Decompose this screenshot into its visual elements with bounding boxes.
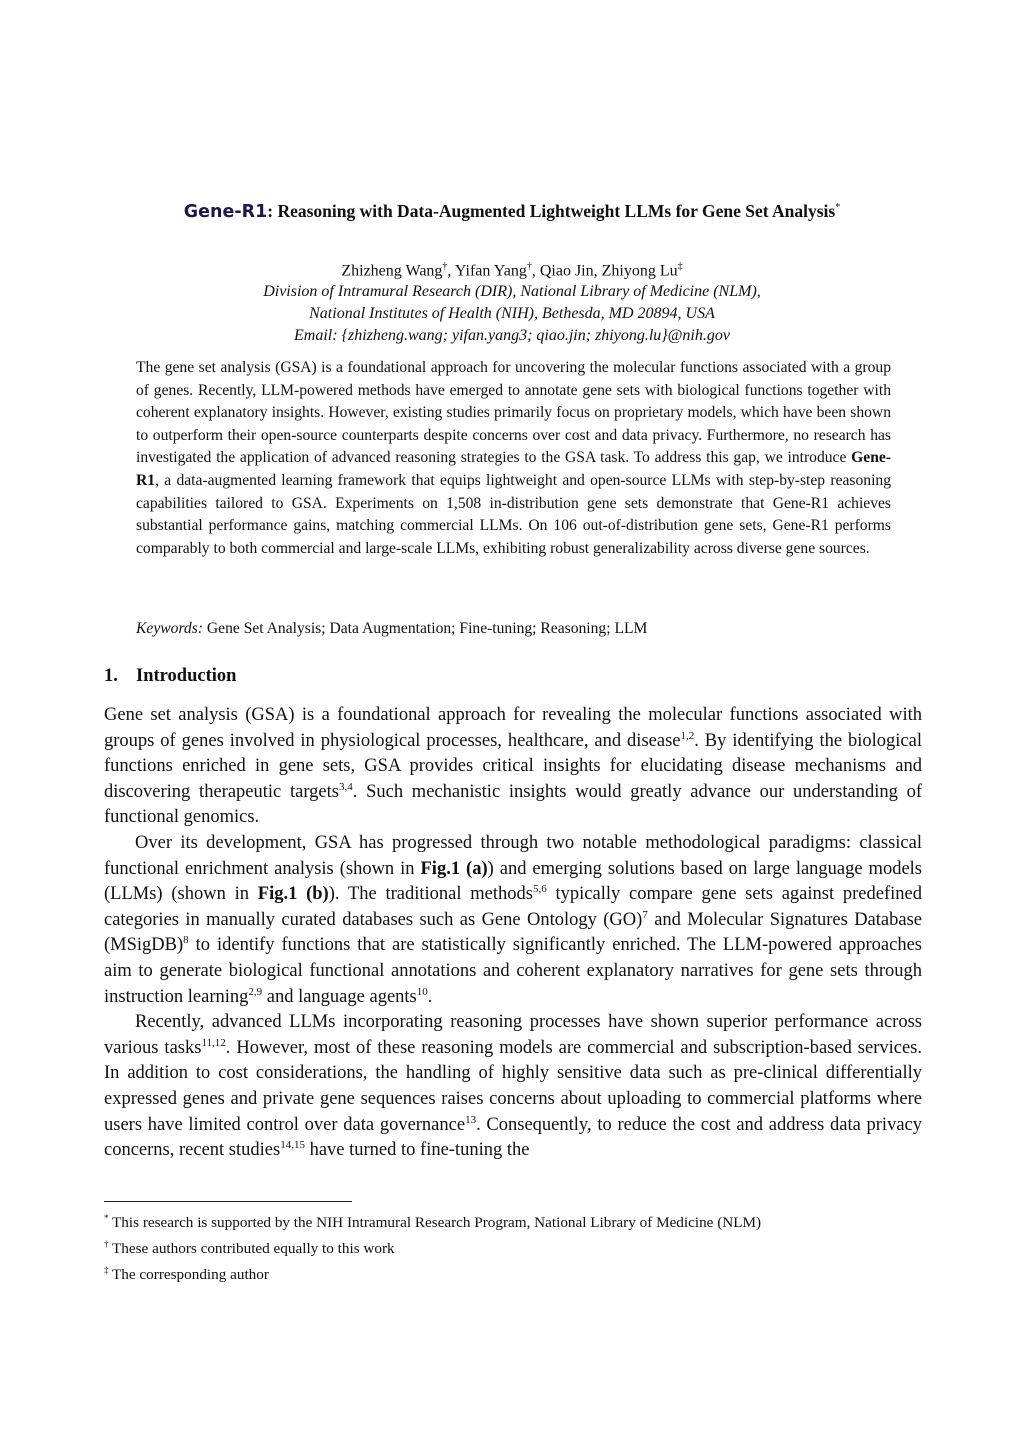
paragraph: Recently, advanced LLMs incorporating reasoning processes have shown superior performance across various tasks$^{11,12}$. However, most of these reasoning models are commercial and subscription-based services. In addition to cost considerations, the handling of highly sensitive data such as pre-clinical differentially expressed genes and private gene sequences raises concerns about uploading to commercial platforms where users have limited control over data governance$^{13}$. Consequently, to reduce the cost and address data privacy concerns, recent studies$^{14,15}$ have turned to fine-tuning the	[104, 1012, 922, 1161]
footnote-divider	[104, 1201, 352, 1202]
author-mark: †	[442, 261, 448, 272]
citation: 14,15	[280, 1138, 305, 1151]
title-footnote-mark: *	[835, 202, 841, 214]
citation: 1,2	[680, 729, 695, 742]
footnote: * This research is supported by the NIH Intramural Research Program, National Library of Medicine (NLM)	[104, 1213, 762, 1232]
citation: 7	[642, 908, 648, 921]
author-name: Yifan Yang	[454, 262, 527, 280]
footnote-mark: ‡	[104, 1264, 109, 1275]
citation: 13	[465, 1113, 477, 1126]
keywords-label: Keywords:	[136, 620, 203, 637]
section-title: Introduction	[136, 666, 237, 686]
author-name: Zhiyong Lu	[601, 262, 678, 280]
footnote: ‡ The corresponding author	[104, 1264, 269, 1283]
footnotes	[104, 1208, 922, 1286]
footnote-mark: *	[104, 1213, 109, 1223]
abstract-bold-term: Gene-R1	[136, 449, 891, 489]
paper-title	[60, 201, 964, 222]
author-name: Qiao Jin	[539, 262, 594, 280]
abstract: The gene set analysis (GSA) is a foundational approach for uncovering the molecular functions associated with a group of genes. Recently, LLM-powered methods have emerged to annotate gene sets with biological functions together with coherent explanatory insights. However, existing studies primarily focus on proprietary models, which have been shown to outperform their open-source counterparts despite concerns over cost and data privacy. Furthermore, no research has investigated the application of advanced reasoning strategies to the GSA task. To address this gap, we introduce Gene-R1, a data-augmented learning framework that equips lightweight and open-source LLMs with step-by-step reasoning capabilities tailored to GSA. Experiments on 1,508 in-distribution gene sets demonstrate that Gene-R1 achieves substantial performance gains, matching commercial LLMs. On 106 out-of-distribution gene sets, Gene-R1 performs comparably to both commercial and large-scale LLMs, exhibiting robust generalizability across diverse gene sources.	[136, 359, 891, 557]
affiliation-line: National Institutes of Health (NIH), Bethesda, MD 20894, USA	[309, 305, 715, 322]
citation: 8	[183, 934, 189, 947]
paragraph: Gene set analysis (GSA) is a foundational approach for revealing the molecular functions associated with groups of genes involved in physiological processes, healthcare, and disease$^{1,2}$. By identifying the biological functions enriched in gene sets, GSA provides critical insights for elucidating disease mechanisms and discovering therapeutic targets$^{3,4}$. Such mechanistic insights would greatly advance our understanding of functional genomics.	[104, 705, 923, 828]
figure-ref: Fig.1 (a)	[420, 858, 488, 879]
citation: 3,4	[338, 780, 353, 793]
keywords-list: Gene Set Analysis; Data Augmentation; Fine-tuning; Reasoning; LLM	[203, 620, 648, 637]
citation: 10	[416, 985, 428, 998]
body-text	[104, 703, 922, 1164]
citation: 11,12	[201, 1036, 226, 1049]
keywords	[136, 620, 891, 638]
footnote: † These authors contributed equally to this work	[104, 1238, 395, 1257]
email-line: Email: {zhizheng.wang; yifan.yang3; qiao.jin; zhiyong.lu}@nih.gov	[294, 327, 730, 344]
author-name: Zhizheng Wang	[341, 262, 443, 280]
author-mark: †	[526, 261, 532, 272]
author-list: Zhizheng Wang†, Yifan Yang†, Qiao Jin, Zhiyong Lu‡	[341, 261, 683, 280]
figure-ref: Fig.1 (b)	[257, 884, 329, 905]
citation: 2,9	[248, 985, 263, 998]
title-text: : Reasoning with Data-Augmented Lightweight LLMs for Gene Set Analysis	[267, 201, 836, 221]
section-number: 1.	[104, 666, 118, 686]
section-heading	[104, 666, 236, 687]
citation: 5,6	[532, 883, 547, 895]
author-mark: ‡	[677, 261, 683, 272]
title-brand: Gene-R1	[183, 202, 268, 222]
paragraph: Over its development, GSA has progressed through two notable methodological paradigms: classical functional enrichment analysis (shown in Fig.1 (a)) and emerging solutions based on large language models (LLMs) (shown in Fig.1 (b)). The traditional methods$^{5,6}$ typically compare gene sets against predefined categories in manually curated databases such as Gene Ontology (GO)$^7$ and Molecular Signatures Database (MSigDB)$^8$ to identify functions that are statistically significantly enriched. The LLM-powered approaches aim to generate biological functional annotations and coherent explanatory narratives for gene sets through instruction learning$^{2,9}$ and language agents$^{10}$.	[104, 832, 922, 1007]
affiliation-line: Division of Intramural Research (DIR), National Library of Medicine (NLM),	[263, 283, 761, 300]
footnote-mark: †	[104, 1238, 109, 1249]
